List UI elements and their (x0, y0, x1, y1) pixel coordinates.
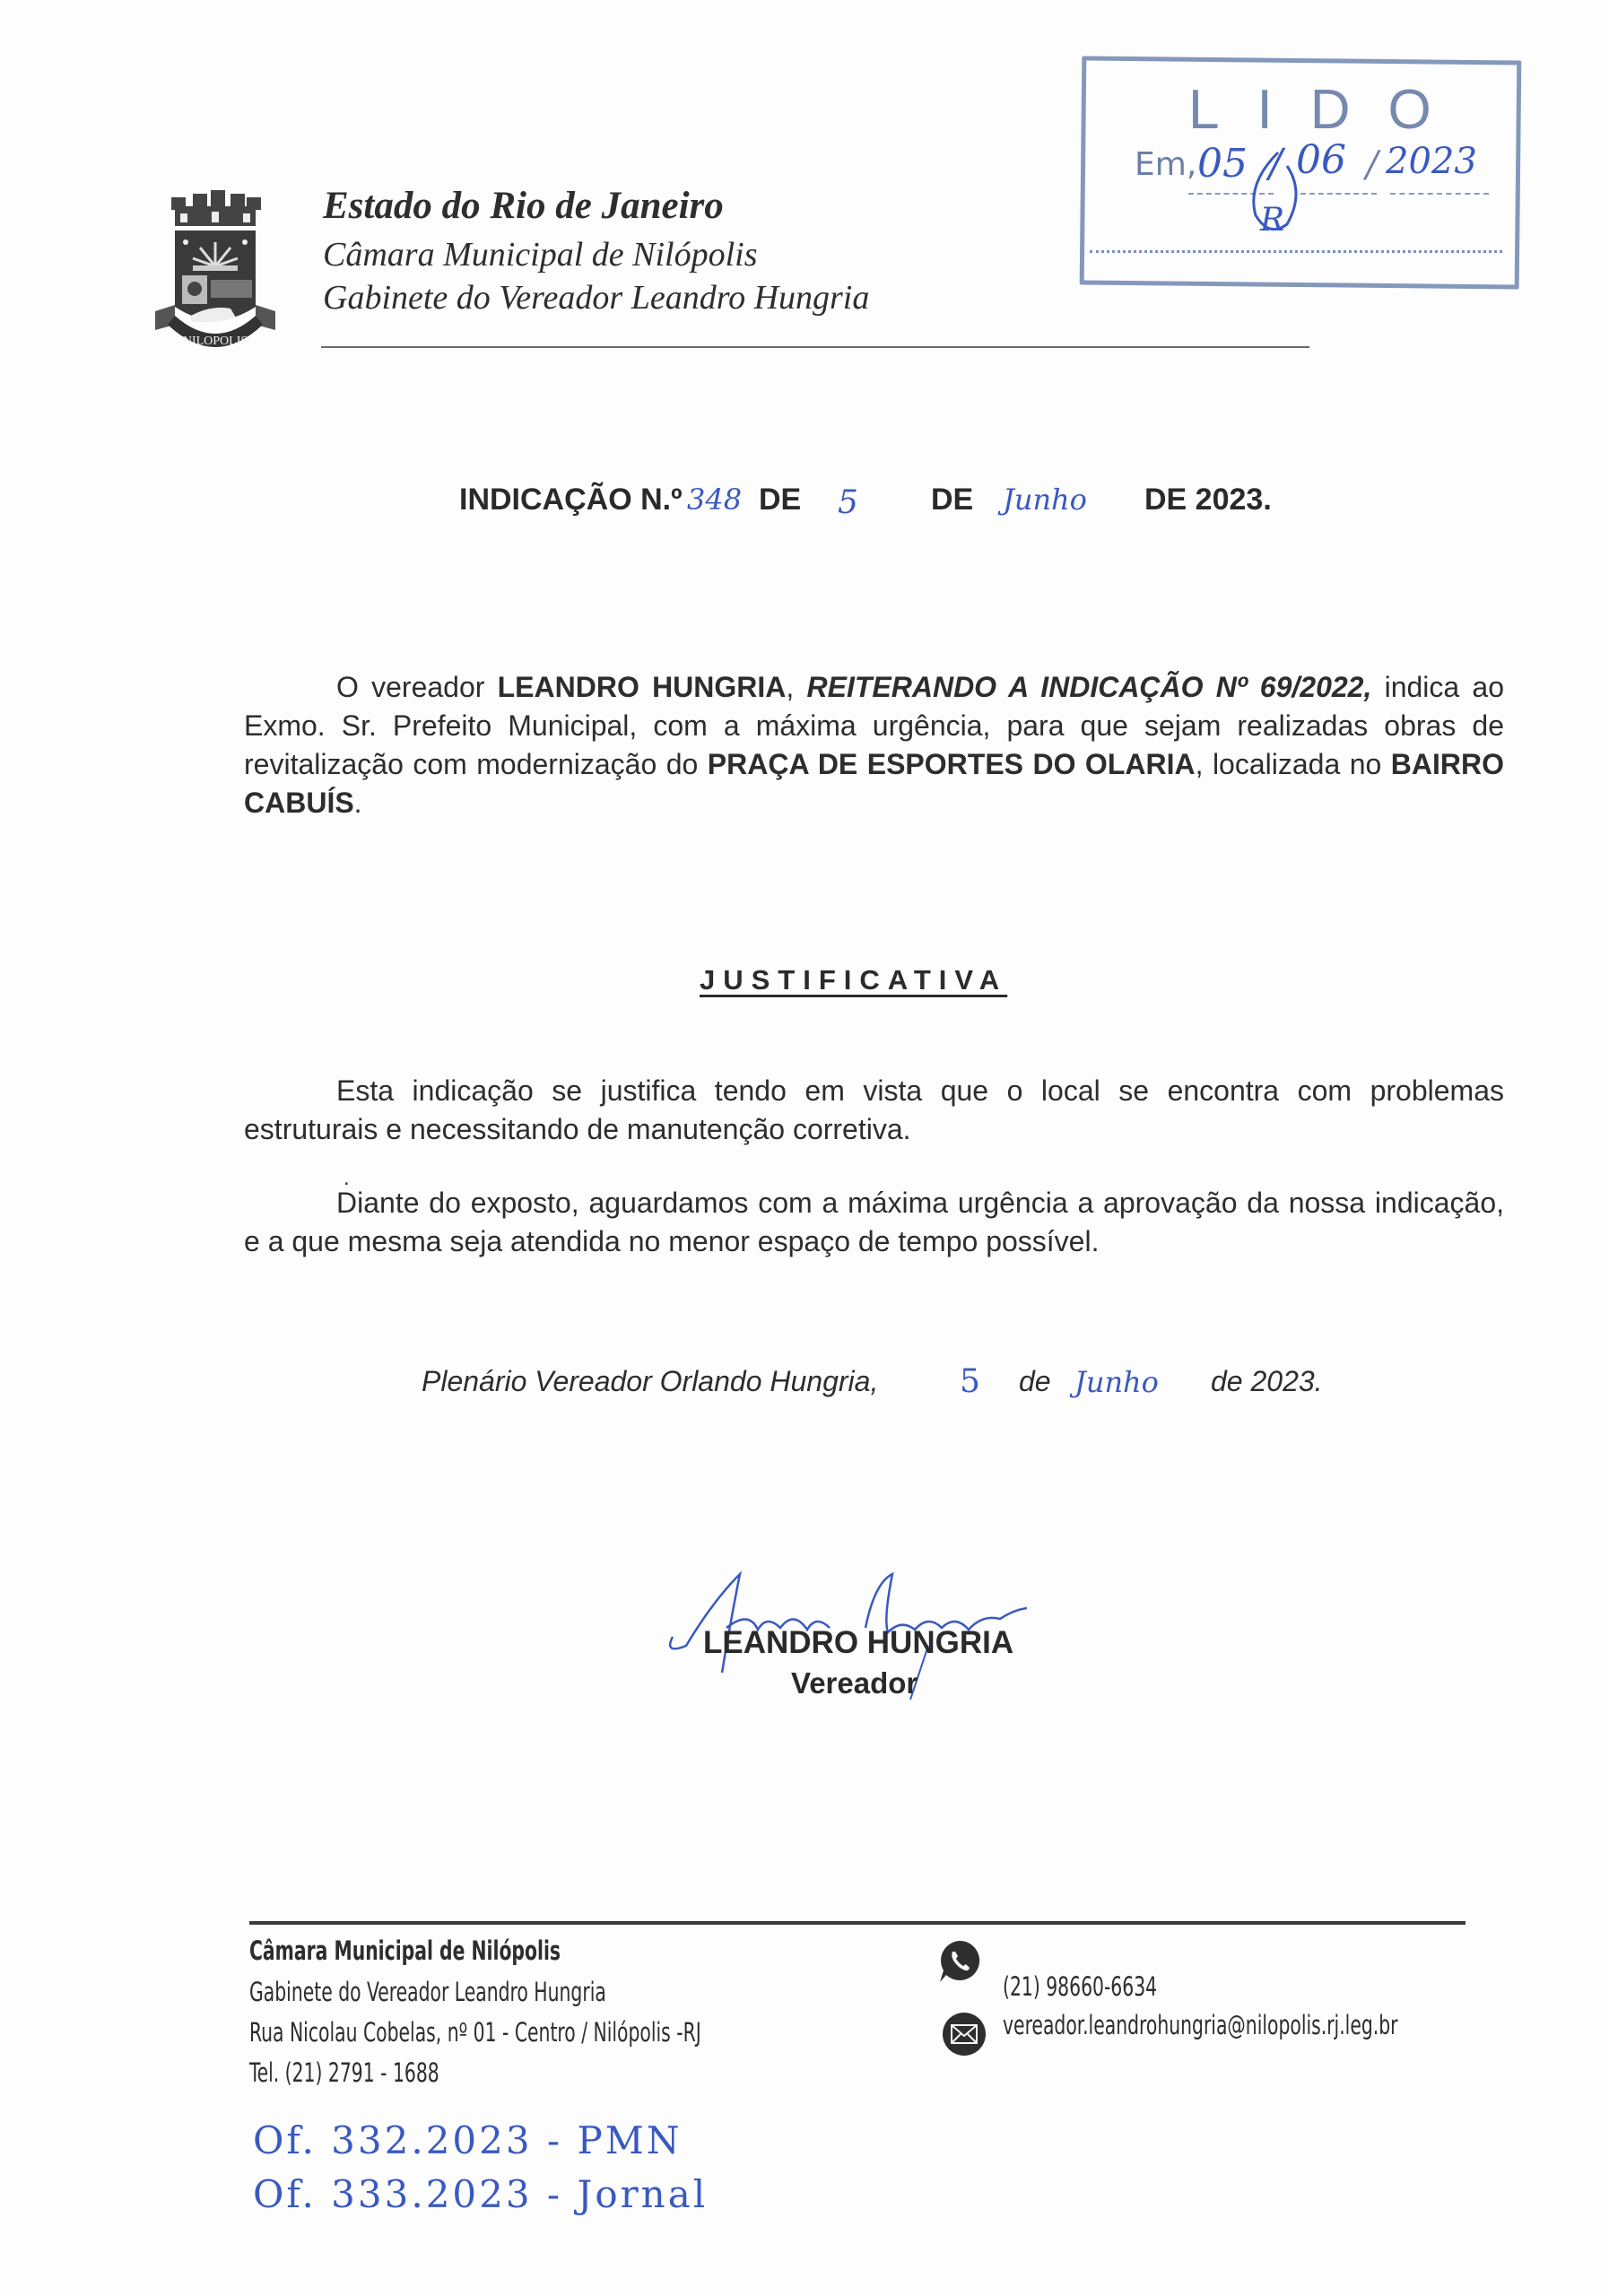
footer-address: Rua Nicolau Cobelas, nº 01 - Centro / Nilópolis -RJ (249, 2017, 701, 2048)
intro-text: , (786, 671, 807, 703)
intro-text: , localizada no (1195, 748, 1391, 780)
stamp-month-line (1300, 193, 1377, 195)
stamp-slash: / (1269, 141, 1283, 187)
stamp-slash: / (1366, 144, 1379, 186)
justification-heading: JUSTIFICATIVA (700, 964, 1008, 996)
crown-icon (171, 190, 261, 226)
stamp-rule (1090, 250, 1502, 253)
footer-divider (249, 1921, 1465, 1925)
title-day: 5 (838, 484, 858, 521)
footer-mobile: (21) 98660-6634 (1003, 1971, 1158, 2002)
title-year: DE 2023. (1144, 483, 1272, 517)
justification-paragraph (244, 1072, 1504, 1149)
title-number: 348 (687, 483, 743, 517)
stamp-month: 06 (1296, 137, 1346, 183)
conclusion-text: Diante do exposto, aguardamos com a máxima urgência a aprovação da nossa indicação, e a que mesma seja atendida no menor espaço de tempo possível. (244, 1187, 1504, 1257)
lido-stamp (1081, 58, 1520, 287)
stamp-year: 2023 (1386, 141, 1477, 182)
intro-text: O vereador (336, 671, 498, 703)
footer-email: vereador.leandrohungria@nilopolis.rj.leg.br (1003, 2010, 1398, 2040)
intro-text: indica ao Exmo. Sr. Prefeito Municipal, com a máxima urgência, para que sejam realizadas obras de revitalização com modernização do (244, 671, 1504, 780)
reiteration-reference: REITERANDO A INDICAÇÃO Nº 69/2022, (806, 671, 1372, 703)
header-chamber: Câmara Municipal de Nilópolis (323, 236, 758, 274)
title-de: DE (931, 483, 974, 517)
header-office: Gabinete do Vereador Leandro Hungria (323, 279, 870, 317)
stamp-day: 05 (1197, 141, 1248, 187)
stamp-date-prefix: Em, (1135, 146, 1197, 183)
handwritten-note: Of. 333.2023 - Jornal (253, 2172, 709, 2216)
coat-of-arms-logo (148, 190, 283, 356)
header-divider (321, 346, 1309, 348)
closing-year: de 2023. (1211, 1365, 1323, 1397)
councilor-name: LEANDRO HUNGRIA (497, 671, 787, 703)
title-month: Junho (1003, 483, 1087, 517)
closing-month: Junho (1074, 1365, 1159, 1399)
closing-place: Plenário Vereador Orlando Hungria, (422, 1365, 879, 1397)
title-prefix: INDICAÇÃO N.º (459, 483, 683, 517)
neighborhood-name: BAIRRO CABUÍS (244, 748, 1505, 819)
location-name: PRAÇA DE ESPORTES DO OLARIA (707, 748, 1196, 780)
conclusion-paragraph (244, 1184, 1504, 1261)
justification-text: Esta indicação se justifica tendo em vista que o local se encontra com problemas estruturais e necessitando de manutenção corretiva. (244, 1074, 1504, 1145)
header-state: Estado do Rio de Janeiro (323, 185, 724, 227)
footer-office: Gabinete do Vereador Leandro Hungria (249, 1977, 606, 2007)
stray-mark: . (344, 1166, 350, 1190)
stamp-initials: R (1260, 202, 1285, 239)
handwritten-note: Of. 332.2023 - PMN (253, 2118, 683, 2162)
closing-day: 5 (960, 1363, 980, 1400)
intro-paragraph (244, 668, 1504, 822)
signatory-name: LEANDRO HUNGRIA (703, 1625, 1014, 1660)
signatory-role: Vereador (791, 1666, 918, 1700)
footer-chamber: Câmara Municipal de Nilópolis (249, 1935, 561, 1966)
intro-text: . (353, 787, 362, 819)
logo-text: NILOPOLIS (182, 335, 248, 348)
email-icon (942, 2012, 987, 2057)
title-de: DE (759, 483, 802, 517)
closing-de: de (1019, 1365, 1051, 1397)
stamp-word: LIDO (1188, 79, 1469, 141)
stamp-year-line (1390, 193, 1489, 195)
whatsapp-icon (938, 1939, 981, 1984)
footer-phone: Tel. (21) 2791 - 1688 (249, 2057, 439, 2088)
